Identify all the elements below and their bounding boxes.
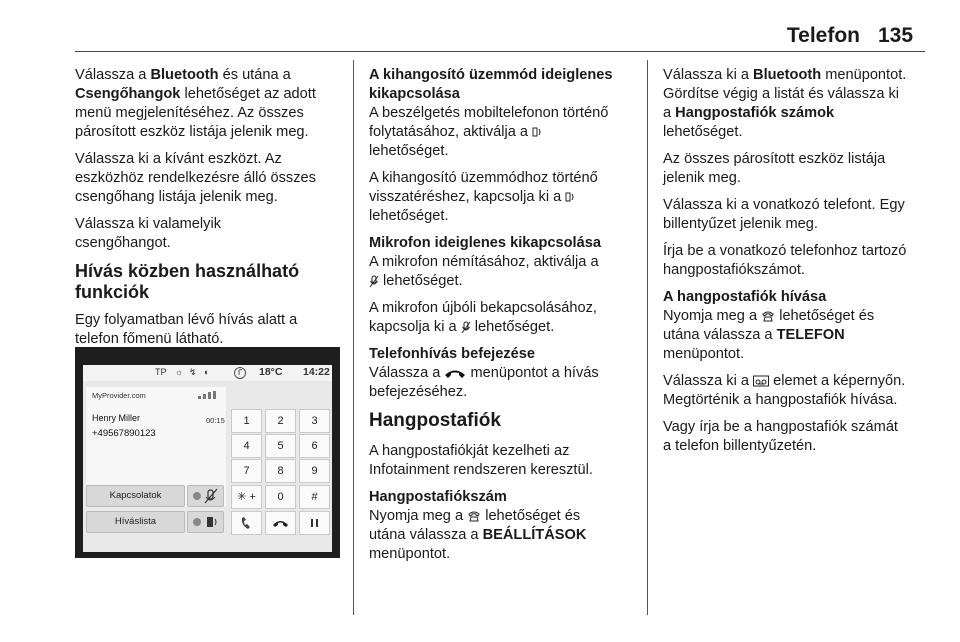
section-heading-in-call: Hívás közben használható funkciók — [75, 261, 300, 302]
header-rule — [75, 51, 925, 52]
call-list-button[interactable]: Híváslista — [86, 511, 185, 533]
status-icon-3: ◖ — [203, 367, 209, 377]
subheading-handsfree-off: A kihangosító üzemmód ideiglenes kikapcsolása — [369, 67, 613, 102]
subheading-mute: Mikrofon ideiglenes kikapcsolása — [369, 235, 601, 251]
keypad-key[interactable]: ✳ + — [231, 485, 262, 509]
voicemail-icon — [753, 375, 769, 387]
microphone-off-icon — [188, 486, 223, 506]
hang-up-icon — [266, 512, 295, 534]
keypad-key[interactable]: 6 — [299, 434, 330, 458]
paragraph-voicemail-number: Nyomja meg a lehetőséget és utána válassza a BEÁLLÍTÁSOK menüpontot. — [369, 508, 587, 562]
contacts-button[interactable]: Kapcsolatok — [86, 485, 185, 507]
paragraph-mute: A mikrofon némításához, aktiválja a lehetőséget. — [369, 254, 599, 289]
caller-number: +49567890123 — [92, 428, 156, 439]
keypad-key[interactable]: 7 — [231, 459, 262, 483]
section-heading-voicemail: Hangpostafiók — [369, 410, 501, 431]
keypad-key[interactable]: 9 — [299, 459, 330, 483]
paragraph-enter-number: Írja be a vonatkozó telefonhoz tartozó hangpostafiókszámot. — [663, 243, 907, 278]
microphone-off-icon — [369, 275, 379, 288]
paragraph-active-call: Egy folyamatban lévő hívás alatt a telefon főmenü látható. — [75, 312, 298, 347]
hang-up-icon — [444, 367, 466, 379]
paragraph-handsfree-on: A beszélgetés mobiltelefonon történő folytatásához, aktiválja a lehetőséget. — [369, 105, 609, 159]
keypad-key[interactable]: 4 — [231, 434, 262, 458]
column-divider-1 — [353, 60, 354, 615]
paragraph-paired-list: Az összes párosított eszköz listája jelenik meg. — [663, 151, 886, 186]
paragraph-select-ringtone: Válassza ki valamelyik csengőhangot. — [75, 216, 221, 251]
page-number: 135 — [878, 24, 914, 47]
keypad-key[interactable]: # — [299, 485, 330, 509]
caller-name: Henry Miller — [92, 413, 141, 423]
music-icon[interactable] — [233, 367, 247, 379]
temperature: 18°C — [259, 366, 283, 378]
pause-icon — [300, 512, 329, 534]
paragraph-unmute: A mikrofon újbóli bekapcsolásához, kapcsolja ki a lehetőséget. — [369, 300, 597, 335]
subheading-voicemail-number: Hangpostafiókszám — [369, 489, 507, 505]
handset-button[interactable] — [231, 511, 262, 535]
end-call-button[interactable] — [265, 511, 296, 535]
handset-icon — [467, 510, 481, 522]
handset-speaker-icon — [532, 126, 542, 138]
paragraph-voicemail-intro: A hangpostafiókját kezelheti az Infotainment rendszeren keresztül. — [369, 443, 593, 478]
keypad-key[interactable]: 0 — [265, 485, 296, 509]
clock: 14:22 — [303, 366, 330, 378]
provider-name: MyProvider.com — [92, 391, 146, 400]
subheading-call-voicemail: A hangpostafiók hívása — [663, 289, 827, 305]
paragraph-bluetooth-ringtones: Válassza a Bluetooth és utána a Csengőhangok lehetőséget az adott menü megjelenítéséhez. Az összes párosított eszköz listája jelenik meg. — [75, 67, 316, 140]
handset-icon — [761, 310, 775, 322]
microphone-off-icon — [461, 321, 471, 334]
paragraph-select-bluetooth: Válassza ki a Bluetooth menüpontot. Gördítse végig a listát és válassza ki a Hangpostafiók számok lehetőséget. — [663, 67, 907, 140]
page-header-title: Telefon — [786, 24, 860, 47]
column-3 — [663, 66, 933, 464]
status-icon-1: ☼ — [175, 367, 184, 377]
infotainment-screenshot — [75, 347, 340, 558]
column-1 — [75, 66, 345, 357]
column-2 — [369, 66, 639, 572]
keypad-key[interactable]: 5 — [265, 434, 296, 458]
status-bar — [83, 365, 332, 381]
keypad-key[interactable]: 2 — [265, 409, 296, 433]
tp-indicator: TP — [155, 367, 167, 377]
subheading-end-call: Telefonhívás befejezése — [369, 346, 536, 362]
handset-speaker-icon — [188, 512, 223, 532]
paragraph-end-call: Válassza a menüpontot a hívás befejezéséhez. — [369, 365, 599, 400]
paragraph-handsfree-return: A kihangosító üzemmódhoz történő visszatéréshez, kapcsolja ki a lehetőséget. — [369, 170, 598, 224]
keypad-key[interactable]: 1 — [231, 409, 262, 433]
call-duration: 00:15 — [206, 416, 225, 425]
keypad-key[interactable]: 8 — [265, 459, 296, 483]
column-divider-2 — [647, 60, 648, 615]
paragraph-select-voicemail-element: Válassza ki a elemet a képernyőn. Megtörténik a hangpostafiók hívása. — [663, 373, 906, 408]
status-icon-2: ↯ — [189, 367, 197, 377]
handset-speaker-icon — [565, 191, 575, 203]
phone-main-menu — [83, 365, 332, 552]
keypad-key[interactable]: 3 — [299, 409, 330, 433]
paragraph-type-voicemail-number: Vagy írja be a hangpostafiók számát a telefon billentyűzetén. — [663, 419, 898, 454]
pause-button[interactable] — [299, 511, 330, 535]
signal-icon — [198, 391, 216, 399]
paragraph-call-voicemail: Nyomja meg a lehetőséget és utána válassza a TELEFON menüpontot. — [663, 308, 875, 362]
handset-toggle[interactable] — [187, 511, 224, 533]
paragraph-select-phone: Válassza ki a vonatkozó telefont. Egy billentyűzet jelenik meg. — [663, 197, 905, 232]
mute-toggle[interactable] — [187, 485, 224, 507]
phone-icon — [232, 512, 261, 534]
paragraph-select-device: Válassza ki a kívánt eszközt. Az eszközhöz rendelkezésre álló összes csengőhang listája jelenik meg. — [75, 151, 316, 205]
